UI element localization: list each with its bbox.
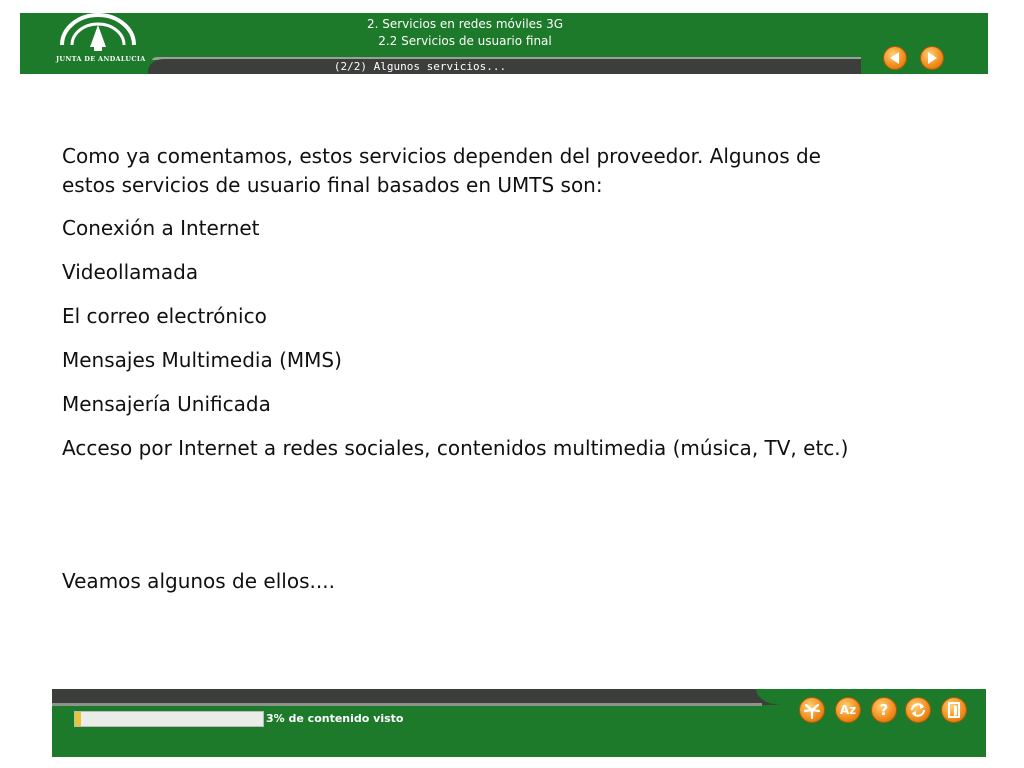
service-item: Mensajes Multimedia (MMS) [62,348,342,372]
previous-page-button[interactable] [883,46,907,70]
help-button[interactable] [871,697,897,723]
help-icon: ? [879,701,889,719]
service-item: Videollamada [62,260,199,284]
exit-button[interactable] [941,697,967,723]
subsection-heading: 2.2 Servicios de usuario final [378,34,552,48]
section-title [320,16,610,50]
next-page-button[interactable] [920,46,944,70]
refresh-icon [906,698,930,722]
content-area [62,142,852,593]
glossary-button[interactable] [835,697,861,723]
service-item: Acceso por Internet a redes sociales, contenidos multimedia (música, TV, etc.) [62,436,849,460]
service-item: Mensajería Unificada [62,392,271,416]
closing-paragraph: Veamos algunos de ellos.... [62,569,335,593]
header-banner [20,13,988,74]
footer-strip-edge [52,703,762,706]
progress-bar [74,711,264,727]
intro-paragraph: Como ya comentamos, estos servicios dependen del proveedor. Algunos de estos servicios de usuario final basados en UMTS son: [62,144,821,197]
refresh-button[interactable] [905,697,931,723]
index-icon [800,698,824,722]
glossary-icon: Az [839,703,857,717]
logo-text: JUNTA DE ANDALUCIA [56,55,146,63]
service-item: Conexión a Internet [62,216,260,240]
junta-andalucia-logo [52,13,144,73]
section-heading: 2. Servicios en redes móviles 3G [366,17,564,31]
progress-fill [75,712,81,726]
arrow-right-icon [921,47,943,69]
service-item: El correo electrónico [62,304,267,328]
arrow-left-icon [884,47,906,69]
footer-bar [52,689,986,757]
progress-label: 3% de contenido visto [266,712,404,725]
exit-icon [942,698,966,722]
index-button[interactable] [799,697,825,723]
page-subtitle: (2/2) Algunos servicios... [333,60,507,73]
